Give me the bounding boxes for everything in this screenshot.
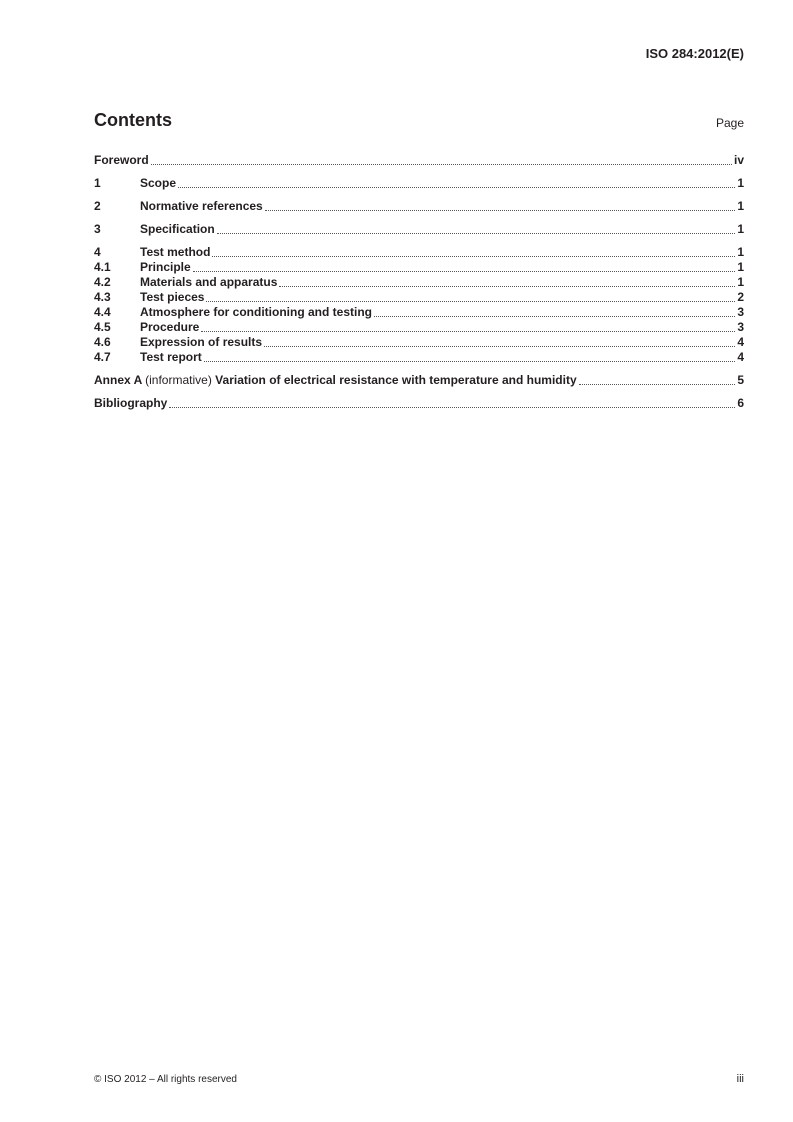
toc-page-number: 1 <box>737 275 744 289</box>
toc-leader-dots <box>279 286 735 287</box>
annex-title-text: Variation of electrical resistance with temperature and humidity <box>215 373 577 387</box>
toc-leader-dots <box>374 316 735 317</box>
toc-page-number: 1 <box>737 245 744 259</box>
toc-title: Test pieces <box>140 290 205 304</box>
toc-title: Scope <box>140 176 177 190</box>
annex-label: Annex A <box>94 373 142 387</box>
toc-page-number: 4 <box>737 350 744 364</box>
footer-copyright: © ISO 2012 – All rights reserved <box>94 1074 237 1085</box>
toc-section-number: 4.7 <box>94 350 111 364</box>
toc-page-number: 1 <box>737 222 744 236</box>
toc-leader-dots <box>193 271 736 272</box>
toc-section-number: 2 <box>94 199 101 213</box>
toc-leader-dots <box>206 301 735 302</box>
toc-entry-4-7[interactable] <box>94 350 744 365</box>
toc-title: Principle <box>140 260 191 274</box>
contents-heading: Contents <box>94 110 172 130</box>
toc-title: Foreword <box>94 153 149 167</box>
toc-page-number: 5 <box>737 373 744 387</box>
annex-qualifier: (informative) <box>145 373 212 387</box>
toc-page-number: 3 <box>737 305 744 319</box>
toc-entry-2[interactable] <box>94 199 744 214</box>
toc-entry-4-1[interactable] <box>94 260 744 275</box>
toc-entry-4-3[interactable] <box>94 290 744 305</box>
toc-page-number: 1 <box>737 199 744 213</box>
table-of-contents <box>94 153 744 411</box>
toc-title: Normative references <box>140 199 263 213</box>
toc-title: Atmosphere for conditioning and testing <box>140 305 372 319</box>
toc-leader-dots <box>178 187 735 188</box>
toc-title: Test report <box>140 350 202 364</box>
toc-entry-4-6[interactable] <box>94 335 744 350</box>
toc-section-number: 4.2 <box>94 275 111 289</box>
toc-entry-4-2[interactable] <box>94 275 744 290</box>
toc-page-number: 1 <box>737 176 744 190</box>
toc-entry-4-5[interactable] <box>94 320 744 335</box>
toc-page-number: 3 <box>737 320 744 334</box>
toc-title: Procedure <box>140 320 200 334</box>
toc-page-number: 6 <box>737 396 744 410</box>
page-column-label: Page <box>715 116 744 130</box>
toc-entry-3[interactable] <box>94 222 744 237</box>
toc-entry-4[interactable] <box>94 245 744 260</box>
toc-entry-4-4[interactable] <box>94 305 744 320</box>
toc-section-number: 4 <box>94 245 101 259</box>
toc-leader-dots <box>169 407 735 408</box>
toc-entry-bibliography[interactable] <box>94 396 744 411</box>
toc-section-number: 4.5 <box>94 320 111 334</box>
toc-title: Materials and apparatus <box>140 275 278 289</box>
toc-leader-dots <box>151 164 732 165</box>
footer-page-number: iii <box>736 1073 744 1085</box>
toc-leader-dots <box>204 361 736 362</box>
toc-page-number: 2 <box>737 290 744 304</box>
toc-section-number: 3 <box>94 222 101 236</box>
toc-leader-dots <box>212 256 735 257</box>
toc-section-number: 4.6 <box>94 335 111 349</box>
toc-title: Expression of results <box>140 335 263 349</box>
toc-entry-foreword[interactable] <box>94 153 744 168</box>
toc-leader-dots <box>579 384 736 385</box>
toc-title: Specification <box>140 222 215 236</box>
toc-leader-dots <box>201 331 735 332</box>
page-header-doc-id: ISO 284:2012(E) <box>645 46 744 61</box>
toc-entry-1[interactable] <box>94 176 744 191</box>
toc-section-number: 4.4 <box>94 305 111 319</box>
toc-section-number: 1 <box>94 176 101 190</box>
toc-page-number: iv <box>733 153 744 167</box>
toc-leader-dots <box>265 210 736 211</box>
toc-annex-title <box>94 373 577 388</box>
toc-section-number: 4.3 <box>94 290 111 304</box>
toc-page-number: 4 <box>737 335 744 349</box>
toc-title: Test method <box>140 245 211 259</box>
toc-entry-annex-a[interactable] <box>94 373 744 388</box>
toc-title: Bibliography <box>94 396 168 410</box>
toc-page-number: 1 <box>737 260 744 274</box>
toc-leader-dots <box>217 233 736 234</box>
toc-leader-dots <box>264 346 735 347</box>
toc-section-number: 4.1 <box>94 260 111 274</box>
